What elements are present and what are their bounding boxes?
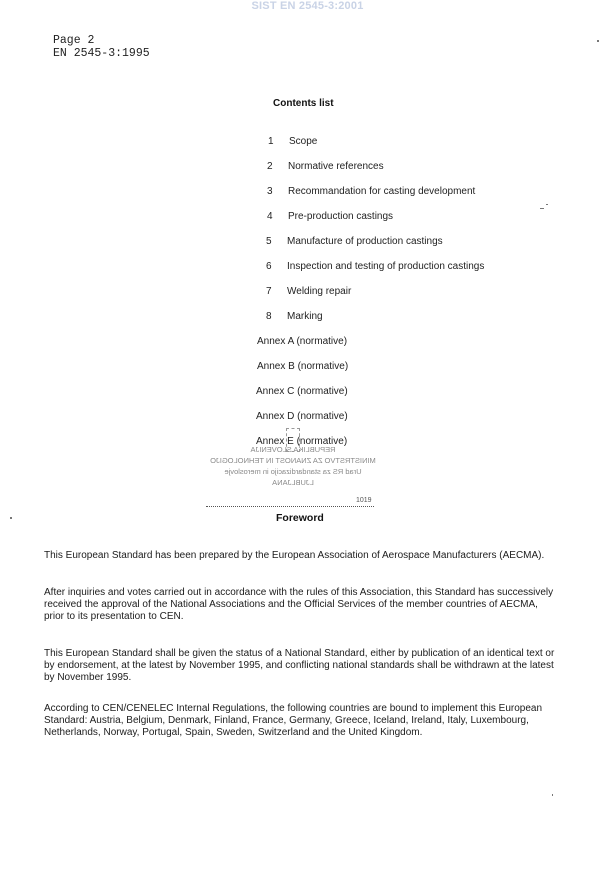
foreword-paragraph-4: According to CEN/CENELEC Internal Regulations, the following countries are bound to implement this European Standard: Austria, Belgium, Denmark, Finland, France, Germany, Greece, Iceland, Ireland, Italy, Luxembourg, Netherlands, Norway, Portugal, Spain, Sweden, Switzerland and the United Kingdom.	[44, 703, 543, 738]
toc-item-number: 6	[266, 261, 272, 272]
toc-item-number: 1	[268, 136, 274, 147]
stamp-line: LJUBLJANA	[272, 478, 314, 487]
scan-speck	[552, 794, 553, 796]
toc-item-number: 2	[267, 161, 273, 172]
toc-annex-c: Annex C (normative)	[256, 386, 348, 397]
scan-speck	[546, 204, 548, 205]
toc-annex-e: Annex E (normative)	[256, 436, 348, 447]
stamp-dotted-line	[206, 502, 374, 507]
toc-item-number: 4	[267, 211, 273, 222]
scan-speck	[597, 40, 599, 42]
toc-item-number: 5	[266, 236, 272, 247]
toc-annex-a: Annex A (normative)	[257, 336, 348, 347]
page-number: Page 2	[53, 34, 95, 47]
toc-item-scope	[268, 136, 317, 147]
toc-item-label: Inspection and testing of production castings	[287, 261, 485, 272]
toc-item-pre-production	[267, 211, 393, 222]
toc-item-number: 8	[266, 311, 272, 322]
toc-item-welding-repair	[266, 286, 351, 297]
toc-item-label: Normative references	[288, 161, 384, 172]
toc-item-label: Manufacture of production castings	[287, 236, 443, 247]
stamp-line: MINISTRSTVO ZA ZNANOST IN TEHNOLOGIJO	[210, 456, 376, 465]
foreword-paragraph-2: After inquiries and votes carried out in accordance with the rules of this Association, this Standard has successively received the approval of the National Associations and the Official Services of the member countries of AECMA, prior to its presentation to CEN.	[44, 587, 554, 622]
stamp-number: 1019	[356, 497, 372, 504]
scan-speck	[10, 517, 12, 519]
toc-item-label: Pre-production castings	[288, 211, 394, 222]
toc-annex-b: Annex B (normative)	[257, 361, 349, 372]
stamp-frame	[286, 428, 300, 452]
stamp-line: Urad RS za standardizacijo in meroslovje	[224, 467, 362, 476]
page-header	[53, 34, 150, 60]
standard-number: EN 2545-3:1995	[53, 47, 150, 60]
toc-item-number: 3	[267, 186, 273, 197]
toc-item-label: Recommandation for casting development	[288, 186, 476, 197]
toc-item-label: Welding repair	[287, 286, 352, 297]
foreword-paragraph-3: This European Standard shall be given the status of a National Standard, either by publication of an identical text or by endorsement, at the latest by November 1995, and conflicting national standards shall be withdrawn at the latest by November 1995.	[44, 648, 555, 683]
toc-item-inspection-testing	[266, 261, 484, 272]
foreword-heading: Foreword	[276, 512, 324, 524]
toc-item-manufacture	[266, 236, 443, 247]
toc-item-normative-references	[267, 161, 384, 172]
toc-item-label: Scope	[289, 136, 318, 147]
toc-item-number: 7	[266, 286, 272, 297]
foreword-paragraph-1: This European Standard has been prepared by the European Association of Aerospace Manufacturers (AECMA).	[44, 550, 545, 561]
toc-annex-d: Annex D (normative)	[256, 411, 348, 422]
toc-item-label: Marking	[287, 311, 323, 322]
stamp-line: REPUBLIKA SLOVENIJA	[250, 445, 336, 454]
scan-speck	[540, 208, 544, 209]
contents-title: Contents list	[273, 98, 334, 109]
watermark-standard-id: SIST EN 2545-3:2001	[251, 0, 364, 12]
toc-item-casting-development	[267, 186, 475, 197]
toc-item-marking	[266, 311, 323, 322]
